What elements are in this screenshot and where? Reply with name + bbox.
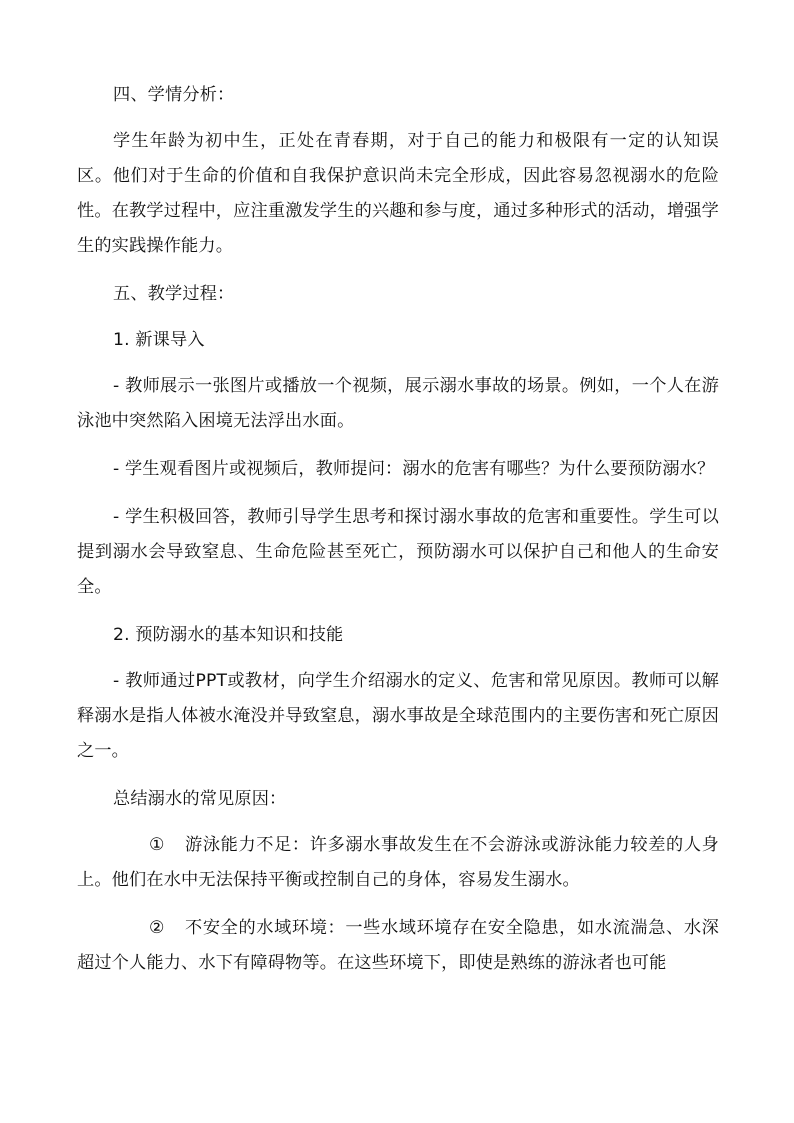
section-heading-learner-analysis: 四、学情分析： bbox=[113, 85, 235, 105]
paragraph-step2-bullet-1: - 教师通过PPT或教材，向学生介绍溺水的定义、危害和常见原因。教师可以解释溺水是指人体被水淹没并导致窒息，溺水事故是全球范围内的主要伤害和死亡原因之一。 bbox=[77, 671, 719, 761]
paragraph-step1-bullet-2: - 学生观看图片或视频后，教师提问：溺水的危害有哪些？为什么要预防溺水？ bbox=[113, 459, 715, 479]
paragraph-learner-analysis: 学生年龄为初中生，正处在青春期，对于自己的能力和极限有一定的认知误区。他们对于生命的价值和自我保护意识尚未完全形成，因此容易忽视溺水的危险性。在教学过程中，应注重激发学生的兴趣和参与度，通过多种形式的活动，增强学生的实践操作能力。 bbox=[77, 131, 719, 256]
paragraph-step1-bullet-1: - 教师展示一张图片或播放一个视频，展示溺水事故的场景。例如，一个人在游泳池中突然陷入困境无法浮出水面。 bbox=[77, 376, 719, 431]
step-heading-introduction: 1. 新课导入 bbox=[113, 330, 205, 350]
step-heading-knowledge-skills: 2. 预防溺水的基本知识和技能 bbox=[113, 625, 344, 645]
document-body bbox=[77, 78, 719, 994]
list-item-cause-2 bbox=[77, 911, 719, 981]
list-item-cause-1 bbox=[77, 828, 719, 898]
section-heading-teaching-process: 五、教学过程： bbox=[113, 284, 235, 304]
paragraph-step1-bullet-3: - 学生积极回答，教师引导学生思考和探讨溺水事故的危害和重要性。学生可以提到溺水会导致窒息、生命危险甚至死亡，预防溺水可以保护自己和他人的生命安全。 bbox=[77, 507, 719, 597]
cause-2-marker: ② bbox=[149, 918, 165, 938]
summary-heading-causes: 总结溺水的常见原因： bbox=[113, 789, 287, 809]
cause-2-text: 不安全的水域环境：一些水域环境存在安全隐患，如水流湍急、水深超过个人能力、水下有障碍物等。在这些环境下，即使是熟练的游泳者也可能 bbox=[77, 918, 719, 973]
cause-1-text: 游泳能力不足：许多溺水事故发生在不会游泳或游泳能力较差的人身上。他们在水中无法保持平衡或控制自己的身体，容易发生溺水。 bbox=[77, 835, 719, 890]
cause-1-marker: ① bbox=[149, 835, 165, 855]
